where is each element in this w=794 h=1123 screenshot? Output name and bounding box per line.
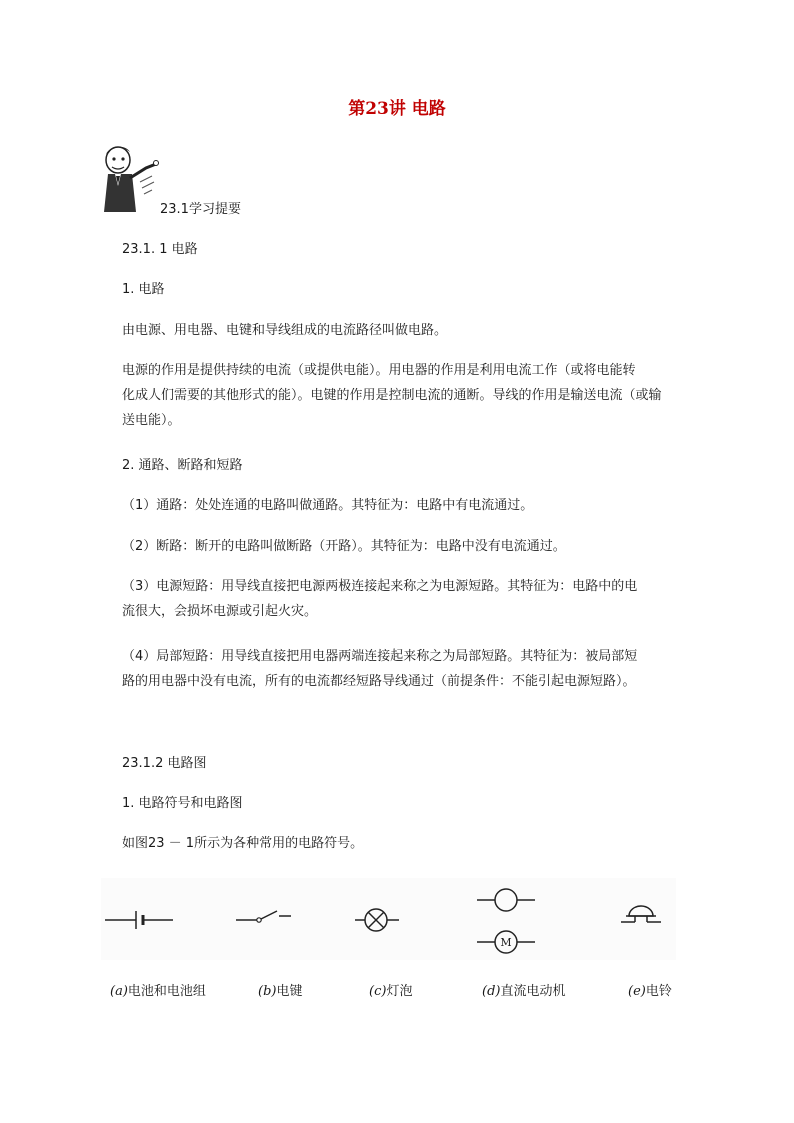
motor-letter: M [500,936,512,949]
page-title: 第23讲 电路 [348,99,446,119]
circuit-symbols-figure [101,878,676,960]
item-heading: 1. 电路符号和电路图 [122,796,243,811]
paragraph-line: （1）通路：处处连通的电路叫做通路。其特征为：电路中有电流通过。 [122,498,534,513]
figure-caption-b [258,983,302,1001]
figure-caption-a [110,983,206,1001]
section-heading: 23.1学习提要 [160,202,241,217]
figure-caption-e [628,983,672,1001]
paragraph-line: 流很大，会损坏电源或引起火灾。 [122,604,318,619]
teacher-cartoon-image [96,142,160,214]
paragraph-line: 化成人们需要的其他形式的能）。电键的作用是控制电流的通断。导线的作用是输送电流（或输 [122,388,662,403]
figure-caption-c [369,983,412,1001]
caption-label: 电键 [276,984,303,999]
paragraph-line: 送电能）。 [122,413,181,428]
paragraph-line: （3）电源短路：用导线直接把电源两极连接起来称之为电源短路。其特征为：电路中的电 [122,579,638,594]
definition-text: 由电源、用电器、电键和导线组成的电流路径叫做电路。 [122,323,448,338]
caption-letter: (c) [369,984,387,999]
item-heading: 1. 电路 [122,282,165,297]
caption-label: 电池和电池组 [127,984,206,999]
subsection-heading: 23.1. 1 电路 [122,242,198,257]
paragraph-line: 如图23 － 1所示为各种常用的电路符号。 [122,836,364,851]
caption-letter: (b) [258,984,277,999]
paragraph-line: 电源的作用是提供持续的电流（或提供电能）。用电器的作用是利用电流工作（或将电能转 [122,363,636,378]
paragraph-line: （4）局部短路：用导线直接把用电器两端连接起来称之为局部短路。其特征为：被局部短 [122,649,638,664]
item-heading: 2. 通路、断路和短路 [122,458,243,473]
paragraph-line: （2）断路：断开的电路叫做断路（开路）。其特征为：电路中没有电流通过。 [122,539,566,554]
caption-letter: (e) [628,984,646,999]
caption-label: 灯泡 [386,984,413,999]
figure-caption-d [482,983,565,1001]
caption-letter: (d) [482,984,501,999]
caption-label: 电铃 [645,984,672,999]
caption-label: 直流电动机 [500,984,566,999]
subsection-heading: 23.1.2 电路图 [122,756,207,771]
paragraph-line: 路的用电器中没有电流，所有的电流都经短路导线通过（前提条件：不能引起电源短路）。 [122,674,636,689]
caption-letter: (a) [110,984,128,999]
